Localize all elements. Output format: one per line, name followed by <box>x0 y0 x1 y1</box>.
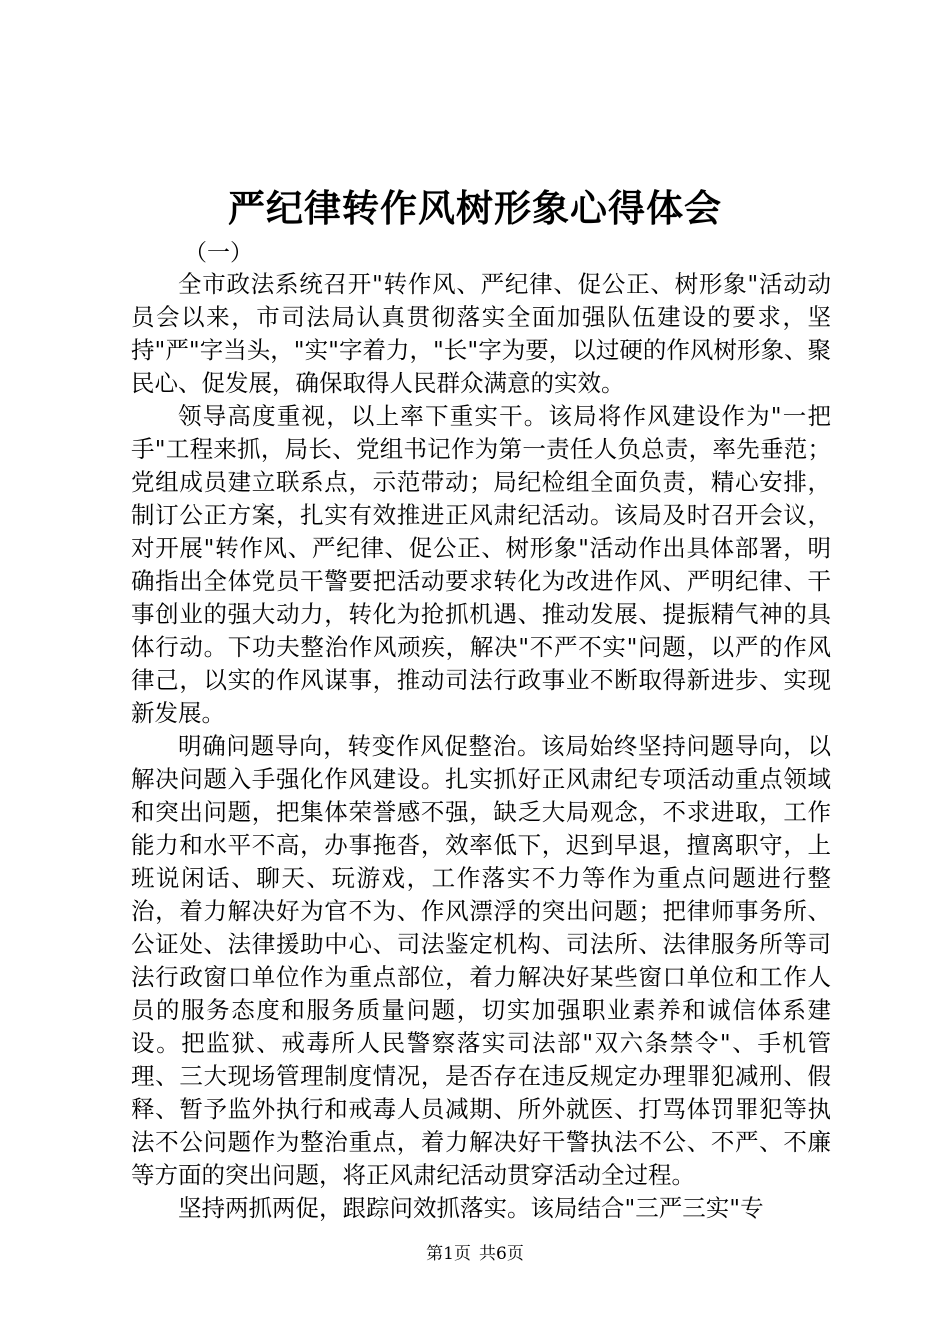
page-footer <box>0 1242 950 1266</box>
page-total: 共6页 <box>479 1244 524 1264</box>
paragraph: 领导高度重视，以上率下重实干。该局将作风建设作为"一把手"工程来抓，局长、党组书记作为第一责任人负总责，率先垂范；党组成员建立联系点，示范带动；局纪检组全面负责，精心安排，制订公正方案，扎实有效推进正风肃纪活动。该局及时召开会议，对开展"转作风、严纪律、促公正、树形象"活动作出具体部署，明确指出全体党员干警要把活动要求转化为改进作风、严明纪律、干事创业的强大动力，转化为抢抓机遇、推动发展、提振精气神的具体行动。下功夫整治作风顽疾，解决"不严不实"问题，以严的作风律己，以实的作风谋事，推动司法行政事业不断取得新进步、实现新发展。 <box>131 402 831 727</box>
page-number: 第1页 <box>426 1244 471 1264</box>
paragraph: 全市政法系统召开"转作风、严纪律、促公正、树形象"活动动员会以来，市司法局认真贯彻落实全面加强队伍建设的要求，坚持"严"字当头，"实"字着力，"长"字为要，以过硬的作风树形象、聚民心、促发展，确保取得人民群众满意的实效。 <box>131 270 831 397</box>
document-title: 严纪律转作风树形象心得体会 <box>228 186 722 230</box>
section-label: （一） <box>184 240 253 266</box>
document-body <box>131 268 831 1225</box>
paragraph: 明确问题导向，转变作风促整治。该局始终坚持问题导向，以解决问题入手强化作风建设。扎实抓好正风肃纪专项活动重点领域和突出问题，把集体荣誉感不强，缺乏大局观念，不求进取，工作能力和水平不高，办事拖沓，效率低下，迟到早退，擅离职守，上班说闲话、聊天、玩游戏，工作落实不力等作为重点问题进行整治，着力解决好为官不为、作风漂浮的突出问题；把律师事务所、公证处、法律援助中心、司法鉴定机构、司法所、法律服务所等司法行政窗口单位作为重点部位，着力解决好某些窗口单位和工作人员的服务态度和服务质量问题，切实加强职业素养和诚信体系建设。把监狱、戒毒所人民警察落实司法部"双六条禁令"、手机管理、三大现场管理制度情况，是否存在违反规定办理罪犯减刑、假释、暂予监外执行和戒毒人员减期、所外就医、打骂体罚罪犯等执法不公问题作为整治重点，着力解决好干警执法不公、不严、不廉等方面的突出问题，将正风肃纪活动贯穿活动全过程。 <box>131 732 831 1189</box>
paragraph: 坚持两抓两促，跟踪问效抓落实。该局结合"三严三实"专 <box>178 1194 764 1222</box>
